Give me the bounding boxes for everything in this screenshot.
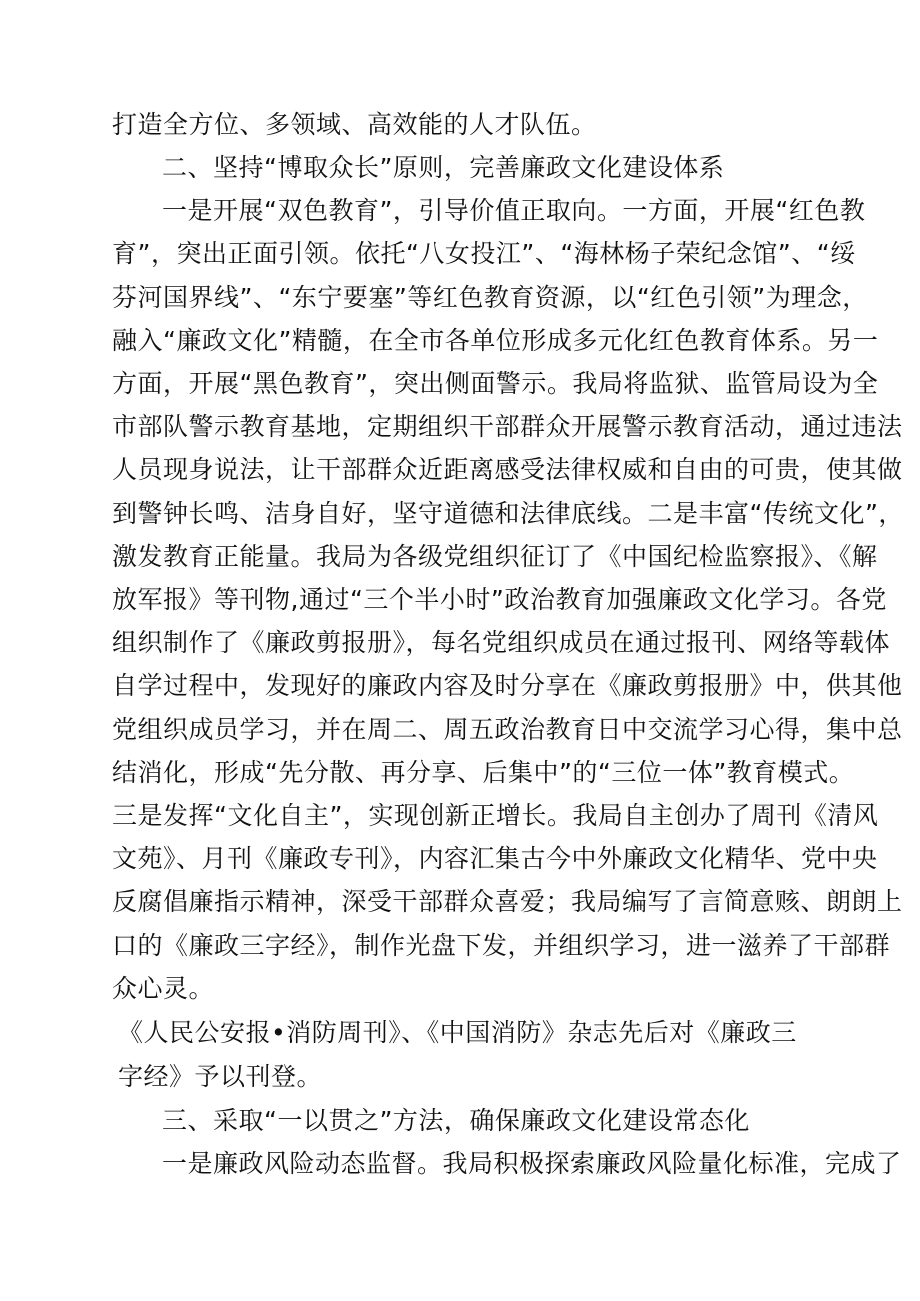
paragraph-line: 一是廉政风险动态监督。我局积极探索廉政风险量化标准，完成了	[162, 1149, 902, 1178]
paragraph-line: 育”，突出正面引领。依托“八女投江”、“海林杨子荣纪念馆”、“绥	[112, 239, 856, 268]
paragraph-line: 激发教育正能量。我局为各级党组织征订了《中国纪检监察报》、《解	[112, 542, 878, 571]
paragraph-line: 组织制作了《廉政剪报册》，每名党组织成员在通过报刊、网络等载体	[112, 628, 891, 657]
paragraph-line: 反腐倡廉指示精神，深受干部群众喜爱；我局编写了言简意赅、朗朗上	[112, 887, 903, 916]
paragraph-line: 融入“廉政文化”精髓，在全市各单位形成多元化红色教育体系。另一	[112, 326, 879, 355]
paragraph-line: 市部队警示教育基地，定期组织干部群众开展警示教育活动，通过违法	[112, 412, 903, 441]
section-heading: 二、坚持“博取众长”原则，完善廉政文化建设体系	[162, 153, 725, 182]
paragraph-line: 结消化，形成“先分散、再分享、后集中”的“三位一体”教育模式。	[112, 758, 855, 787]
paragraph-line: 打造全方位、多领域、高效能的人才队伍。	[112, 110, 597, 139]
paragraph-line: 方面，开展“黑色教育”，突出侧面警示。我局将监狱、监管局设为全	[112, 369, 879, 398]
paragraph-line: 党组织成员学习，并在周二、周五政治教育日中交流学习心得，集中总	[112, 715, 903, 744]
paragraph-line: 芬河国界线”、“东宁要塞”等红色教育资源，以“红色引领”为理念，	[112, 283, 868, 312]
paragraph-line: 字经》予以刊登。	[118, 1062, 323, 1091]
paragraph-line: 众心灵。	[112, 974, 215, 1003]
paragraph-line: 三是发挥“文化自主”，实现创新正增长。我局自主创办了周刊《清风	[112, 801, 879, 830]
paragraph-line: 人员现身说法，让干部群众近距离感受法律权威和自由的可贵，使其做	[112, 455, 903, 484]
paragraph-line: 放军报》等刊物,通过“三个半小时”政治教育加强廉政文化学习。各党	[112, 585, 887, 614]
paragraph-line: 《人民公安报•消防周刊》、《中国消防》杂志先后对《廉政三	[118, 1018, 797, 1047]
section-heading: 三、采取“一以贯之”方法，确保廉政文化建设常态化	[162, 1106, 750, 1135]
paragraph-line: 文苑》、月刊《廉政专刊》，内容汇集古今中外廉政文化精华、党中央	[112, 844, 878, 873]
paragraph-line: 一是开展“双色教育”，引导价值正取向。一方面，开展“红色教	[162, 196, 866, 225]
paragraph-line: 自学过程中，发现好的廉政内容及时分享在《廉政剪报册》中，供其他	[112, 671, 903, 700]
paragraph-line: 口的《廉政三字经》，制作光盘下发，并组织学习，进一滋养了干部群	[112, 931, 891, 960]
paragraph-line: 到警钟长鸣、洁身自好，坚守道德和法律底线。二是丰富“传统文化”，	[112, 499, 904, 528]
